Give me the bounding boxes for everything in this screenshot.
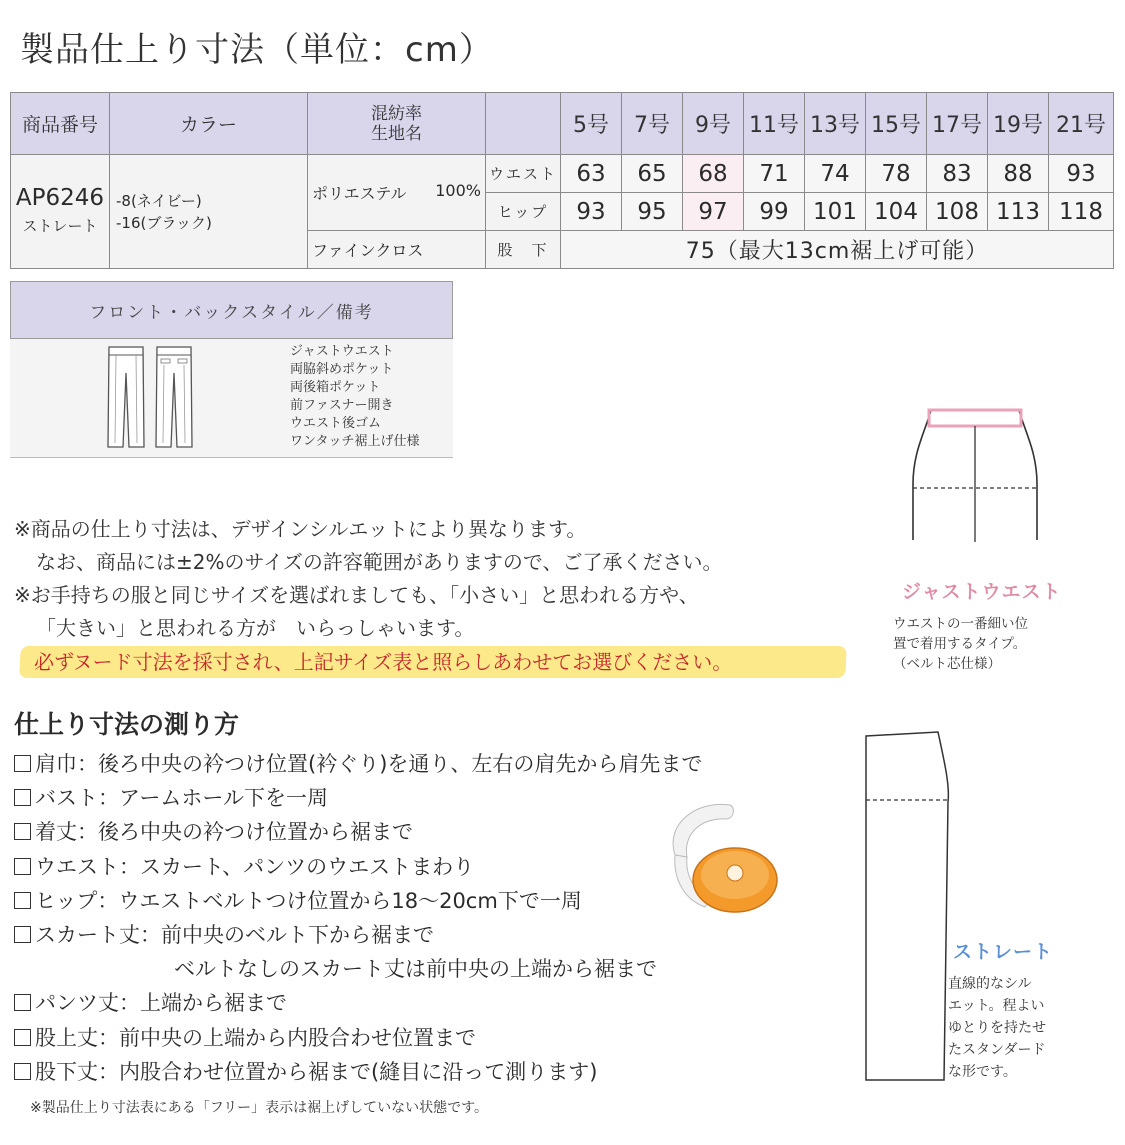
table-cell: 65	[622, 155, 683, 193]
straight-silhouette-figure	[860, 730, 955, 1085]
table-cell: 108	[927, 193, 988, 231]
table-cell: 93	[1049, 155, 1114, 193]
highlight-note: 必ずヌード寸法を採寸され、上記サイズ表と照らしあわせてお選びください。	[34, 650, 733, 674]
pants-back-icon	[153, 343, 195, 451]
feature-list	[290, 343, 419, 451]
table-row-waist	[11, 155, 1114, 193]
feature-item: ジャストウエスト	[290, 344, 394, 359]
table-cell: 95	[622, 193, 683, 231]
just-waist-description: ウエストの一番細い位 置で着用するタイプ。 （ベルト芯仕様）	[893, 616, 1028, 672]
page-title: 製品仕上り寸法（単位：cm）	[20, 30, 494, 70]
note-line: ※商品の仕上り寸法は、デザインシルエットにより異なります。	[14, 517, 587, 541]
feature-item: 両後箱ポケット	[290, 380, 381, 395]
table-cell: 63	[561, 155, 622, 193]
fabric-header-line2: 生地名	[371, 123, 422, 144]
product-code-cell	[11, 155, 110, 269]
size-header: 7号	[622, 93, 683, 155]
product-code: AP6246	[15, 184, 105, 211]
checkbox-icon	[14, 823, 31, 840]
table-cell: 118	[1049, 193, 1114, 231]
table-cell: 88	[988, 155, 1049, 193]
table-cell: 113	[988, 193, 1049, 231]
measure-item: 肩巾：後ろ中央の衿つけ位置(衿ぐり)を通り、左右の肩先から肩先まで	[14, 747, 702, 781]
table-cell: 74	[805, 155, 866, 193]
fabric-header-line1: 混紡率	[371, 103, 422, 124]
feature-item: 前ファスナー開き	[290, 398, 394, 413]
color-cell	[110, 155, 308, 269]
fabric-name-cell: ファインクロス	[308, 231, 486, 269]
checkbox-icon	[14, 789, 31, 806]
fabric-ratio-cell	[308, 155, 486, 231]
just-waist-title: ジャストウエスト	[902, 581, 1062, 603]
feature-item: 両脇斜めポケット	[290, 362, 394, 377]
color-option: -8(ネイビー)	[116, 191, 202, 210]
fabric-ratio: 100%	[435, 181, 481, 200]
color-header: カラー	[110, 93, 308, 155]
table-cell: 93	[561, 193, 622, 231]
table-cell: 68	[683, 155, 744, 193]
note-line: ※お手持ちの服と同じサイズを選ばれましても、「小さい」と思われる方や、	[14, 583, 699, 607]
measure-section-title: 仕上り寸法の測り方	[14, 710, 240, 739]
row-label: ウエスト	[486, 155, 561, 193]
note-line: なお、商品には±2%のサイズの許容範囲がありますので、ご了承ください。	[36, 550, 723, 574]
style-box-header: フロント・バックスタイル／備考	[10, 281, 453, 339]
note-line: 「大きい」と思われる方が いらっしゃいます。	[36, 616, 475, 640]
product-type: ストレート	[22, 216, 98, 235]
table-cell: 83	[927, 155, 988, 193]
inseam-value: 75（最大13cm裾上げ可能）	[561, 231, 1114, 269]
checkbox-icon	[14, 1029, 31, 1046]
table-header-row	[11, 93, 1114, 155]
footnote: ※製品仕上り寸法表にある「フリー」表示は裾上げしていない状態です。	[30, 1100, 489, 1116]
size-header: 11号	[744, 93, 805, 155]
feature-item: ウエスト後ゴム	[290, 416, 382, 431]
table-cell: 78	[866, 155, 927, 193]
feature-item: ワンタッチ裾上げ仕様	[290, 434, 420, 449]
measure-item: スカート丈：前中央のベルト下から裾まで	[14, 918, 702, 952]
measure-sub-item: ベルトなしのスカート丈は前中央の上端から裾まで	[174, 957, 657, 982]
table-cell: 101	[805, 193, 866, 231]
size-header: 17号	[927, 93, 988, 155]
checkbox-icon	[14, 858, 31, 875]
measure-item: 着丈：後ろ中央の衿つけ位置から裾まで	[14, 815, 702, 849]
style-box	[10, 281, 453, 458]
checkbox-icon	[14, 1063, 31, 1080]
measure-item: 股下丈：内股合わせ位置から裾まで(縫目に沿って測ります)	[14, 1055, 702, 1089]
checkbox-icon	[14, 994, 31, 1011]
size-header: 15号	[866, 93, 927, 155]
measure-label-header	[486, 93, 561, 155]
size-header: 5号	[561, 93, 622, 155]
checkbox-icon	[14, 892, 31, 909]
fabric-header	[308, 93, 486, 155]
table-cell: 97	[683, 193, 744, 231]
product-code-header: 商品番号	[11, 93, 110, 155]
measuring-tape-icon	[655, 795, 785, 925]
straight-title: ストレート	[953, 941, 1054, 963]
pants-front-icon	[105, 343, 147, 451]
style-box-body	[10, 339, 453, 457]
straight-description: 直線的なシル エット。程よい ゆとりを持たせ たスタンダード な形です。	[948, 976, 1046, 1080]
checkbox-icon	[14, 755, 31, 772]
just-waist-figure	[905, 392, 1045, 542]
table-cell: 104	[866, 193, 927, 231]
table-cell: 71	[744, 155, 805, 193]
measure-item: 股上丈：前中央の上端から内股合わせ位置まで	[14, 1021, 702, 1055]
row-label: 股 下	[486, 231, 561, 269]
checkbox-icon	[14, 926, 31, 943]
size-table	[10, 92, 1114, 269]
table-cell: 99	[744, 193, 805, 231]
measure-item: ウエスト：スカート、パンツのウエストまわり	[14, 850, 702, 884]
measure-item: パンツ丈：上端から裾まで	[14, 986, 702, 1020]
size-header: 9号	[683, 93, 744, 155]
measure-item: バスト：アームホール下を一周	[14, 781, 702, 815]
size-notes	[14, 513, 723, 645]
row-label: ヒップ	[486, 193, 561, 231]
color-option: -16(ブラック)	[116, 213, 212, 232]
size-header: 13号	[805, 93, 866, 155]
fabric-material: ポリエステル	[312, 184, 407, 203]
measure-list	[14, 747, 702, 1089]
measure-item: ヒップ：ウエストベルトつけ位置から18～20cm下で一周	[14, 884, 702, 918]
size-header: 21号	[1049, 93, 1114, 155]
size-header: 19号	[988, 93, 1049, 155]
